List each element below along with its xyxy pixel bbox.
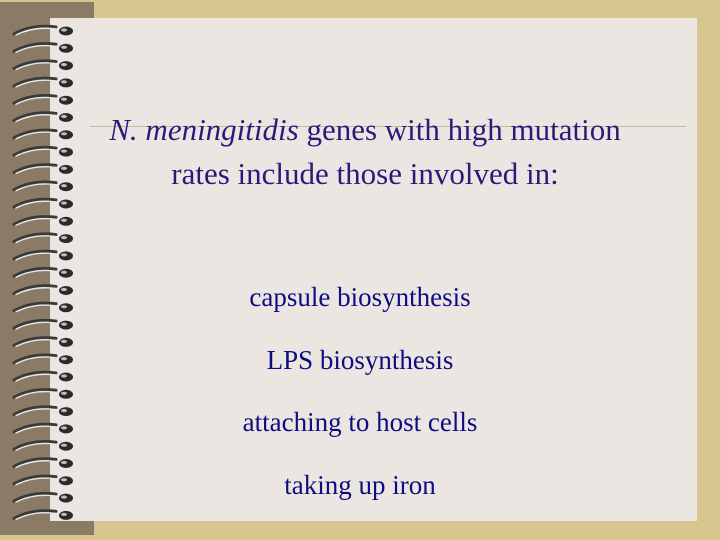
coil-ring	[14, 44, 73, 53]
coil-ring	[14, 182, 73, 191]
list-item: taking up iron	[284, 469, 436, 500]
coil-ring	[14, 372, 73, 381]
coil-ring	[14, 199, 73, 208]
coil-ring	[14, 286, 73, 295]
coil-ring	[14, 476, 73, 485]
coil-ring	[14, 61, 73, 70]
coil-ring	[14, 147, 73, 156]
list-item: attaching to host cells	[242, 407, 478, 437]
coil-ring	[14, 320, 73, 329]
coil-ring	[14, 424, 73, 433]
coil-ring	[14, 113, 73, 122]
title-species-name: N. meningitidis	[109, 112, 299, 147]
coil-ring	[14, 442, 73, 451]
coil-ring	[14, 493, 73, 502]
coil-ring	[14, 217, 73, 226]
coil-ring	[14, 511, 73, 520]
title-text: genes with high mutation rates include those involved in:	[171, 112, 621, 191]
coil-ring	[14, 355, 73, 364]
list-item: capsule biosynthesis	[249, 282, 471, 312]
coil-ring	[14, 390, 73, 399]
item-list	[120, 270, 600, 520]
coil-ring	[14, 78, 73, 87]
slide-title	[100, 108, 630, 196]
coil-ring	[14, 407, 73, 416]
coil-ring	[14, 26, 73, 35]
coil-ring	[14, 96, 73, 105]
coil-ring	[14, 165, 73, 174]
coil-ring	[14, 234, 73, 243]
list-item: LPS biosynthesis	[266, 344, 454, 375]
coil-ring	[14, 269, 73, 278]
coil-ring	[14, 130, 73, 139]
coil-ring	[14, 303, 73, 312]
coil-ring	[14, 251, 73, 260]
coil-ring	[14, 459, 73, 468]
spiral-binding-icon	[0, 0, 100, 540]
coil-ring	[14, 338, 73, 347]
